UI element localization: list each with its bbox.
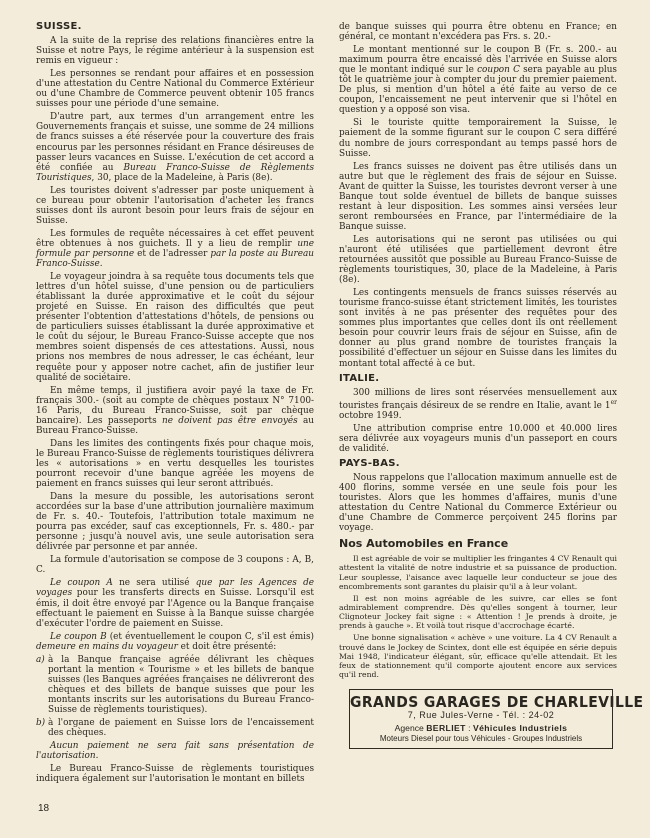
section-heading-pays-bas: PAYS-BAS. xyxy=(339,457,400,469)
section-heading-automobiles: Nos Automobiles en France xyxy=(339,537,509,551)
ad-title: GRANDS GARAGES DE CHARLEVILLE xyxy=(350,693,644,712)
paragraph: Les francs suisses ne doivent pas être utilisés dans un autre but que le règlement des frais de séjour en Suisse. Avant de quitter la Suisse, les touristes devront verser à une Banque tout solde éventuel de billets de banque suisses restant à leur disposition. Les sommes ainsi versées leur seront remboursées en France, par l'intermédiaire de la Banque suisse. xyxy=(339,161,617,232)
paragraph: Dans les limites des contingents fixés pour chaque mois, le Bureau Franco-Suisse de règlements touristiques délivrera les « autorisations » en vertu desquelles les touristes pourront recevoir d'une banque agréée les moyens de paiement en francs suisses qui leur seront attribués. xyxy=(36,438,314,490)
paragraph: Les autorisations qui ne seront pas utilisées ou qui n'auront été utilisées que partiellement devront être retournées aussitôt que possible au Bureau Franco-Suisse de règlements touristiques, 30, place de la Madeleine, à Paris (8e). xyxy=(339,234,617,286)
paragraph: Il est agréable de voir se multiplier les fringantes 4 CV Renault qui attestent la vitalité de notre industrie et sa puissance de production. Leur souplesse, l'aisance avec laquelle leur conducteur se joue des encombrements sont garantes du plaisir qu'il a à leur volant. xyxy=(339,554,617,591)
paragraph: En même temps, il justifiera avoir payé la taxe de Fr. français 300.- (soit au compte de chèques postaux N° 7100-16 Paris, du Bureau Franco-Suisse, soit par chèque bancaire). Les passeports ne doivent pas être envoyés au Bureau Franco-Suisse. xyxy=(36,385,315,436)
ad-address: 7, Rue Jules-Verne - Tél. : 24-02 xyxy=(407,710,555,721)
list-item: a) à la Banque française agréée délivrant les chèques portant la mention « Tourisme » et les billets de banque suisses (les Banques agréées françaises ne délivreront des chèques et des billets de banque suisses que pour les montants inscrits sur les autorisations du Bureau Franco-Suisse de règlements touristiques). xyxy=(36,654,314,715)
paragraph: D'autre part, aux termes d'un arrangement entre les Gouvernements français et suisse, une somme de 24 millions de francs suisses a été réservée pour la couverture des frais encourus par les personnes résidant en France désireuses de passer leurs vacances en Suisse. L'exécution de cet accord a été confiée au Bureau Franco-Suisse de Règlements Touristiques, 30, place de la Madeleine, à Paris (8e). xyxy=(36,112,314,183)
left-column xyxy=(36,22,314,787)
paragraph: Les personnes se rendant pour affaires et en possession d'une attestation du Centre National du Commerce Extérieur ou d'une Chambre de Commerce peuvent obtenir 105 francs suisses pour une période d'une semaine. xyxy=(36,69,314,110)
page-number: 18 xyxy=(38,803,50,814)
paragraph: Le Bureau Franco-Suisse de règlements touristiques indiquera également sur l'autorisation le montant en billets xyxy=(36,764,314,785)
paragraph: Le coupon B (et éventuellement le coupon C, s'il est émis) demeure en mains du voyageur et doit être présenté: xyxy=(36,631,314,652)
automobiles-article xyxy=(339,554,617,679)
advertisement-box xyxy=(349,689,644,749)
section-heading-suisse: SUISSE. xyxy=(36,21,82,32)
section-heading-italie: ITALIE. xyxy=(339,372,380,384)
paragraph: Les contingents mensuels de francs suisses réservés au tourisme franco-suisse étant strictement limités, les touristes sont invités à ne pas présenter des requêtes pour des sommes plus importantes que celles dont ils ont réellement besoin pour couvrir leurs frais de séjour en Suisse, afin de donner au plus grand nombre de touristes français la possibilité d'effectuer un séjour en Suisse dans les limites du montant total affecté à ce but. xyxy=(339,288,617,369)
paragraph: Le montant mentionné sur le coupon B (Fr. s. 200.- au maximum pourra être encaissé dès l'arrivée en Suisse alors que le montant indiqué sur le coupon C sera payable au plus tôt le quatrième jour à compter du jour du premier paiement. De plus, si mention d'un hôtel a été faite au verso de ce coupon, l'encaissement ne peut intervenir que si l'hôtel en question y a opposé son visa. xyxy=(339,45,617,116)
ad-tagline: Moteurs Diesel pour tous Véhicules - Groupes Industriels xyxy=(379,734,583,744)
paragraph: Les touristes doivent s'adresser par poste uniquement à ce bureau pour obtenir l'autorisation d'acheter les francs suisses dont ils auront besoin pour leurs frais de séjour en Suisse. xyxy=(36,185,314,226)
right-column xyxy=(339,22,644,749)
paragraph: Le coupon A ne sera utilisé que par les Agences de voyages pour les transferts directs en Suisse. Lorsqu'il est émis, il doit être envoyé par l'Agence ou la Banque française effectuant le paiement en Suisse à la Banque suisse chargée d'exécuter l'ordre de paiement en Suisse. xyxy=(36,578,314,629)
paragraph: Les formules de requête nécessaires à cet effet peuvent être obtenues à nos guichets. Il y a lieu de remplir une formule par personne et de l'adresser par la poste au Bureau Franco-Suisse. xyxy=(36,228,314,270)
paragraph: Il est non moins agréable de les suivre, car elles se font admirablement comprendre. Dès qu'elles songent à tourner, leur Clignoteur Jockey fait signe : « Attention ! Je prends à droite, je prends à gauche ». Et voilà tout risque d'accrochage écarté. xyxy=(339,593,617,631)
paragraph: Une attribution comprise entre 10.000 et 40.000 lires sera délivrée aux voyageurs munis d'un passeport en cours de validité. xyxy=(339,423,617,454)
paragraph: de banque suisses qui pourra être obtenu en France; en général, ce montant n'excédera pas Frs. s. 20.- xyxy=(339,22,617,43)
paragraph: Une bonne signalisation « achève » une voiture. La 4 CV Renault a trouvé dans le Jockey de Scintex, dont elle est équipée en série depuis Mai 1948, l'indicateur élégant, sûr, efficace qu'elle attendait. Et les feux de stationnement qu'il comporte ajoutent encore aux services qu'il rend. xyxy=(339,633,617,680)
paragraph: 300 millions de lires sont réservées mensuellement aux touristes français désireux de se rendre en Italie, avant le 1er octobre 1949. xyxy=(339,387,617,421)
paragraph: Aucun paiement ne sera fait sans présentation de l'autorisation. xyxy=(36,741,314,762)
paragraph: Dans la mesure du possible, les autorisations seront accordées sur la base d'une attribution journalière maximum de Fr. s. 40.- Toutefois, l'attribution totale maximum ne pourra pas excéder, sauf cas exceptionnels, Fr. s. 480.- par personne ; jusqu'à nouvel avis, une seule autorisation sera délivrée par personne et par année. xyxy=(36,492,314,553)
ad-agency: Agence BERLIET : Véhicules Industriels xyxy=(394,723,568,734)
paragraph: A la suite de la reprise des relations financières entre la Suisse et notre Pays, le régime antérieur à la suspension est remis en vigueur : xyxy=(36,36,314,67)
paragraph: La formule d'autorisation se compose de 3 coupons : A, B, C. xyxy=(36,555,314,576)
list-item: b) à l'organe de paiement en Suisse lors de l'encaissement des chèques. xyxy=(36,718,314,739)
paragraph: Si le touriste quitte temporairement la Suisse, le paiement de la somme figurant sur le coupon C sera différé du nombre de jours correspondant au temps passé hors de Suisse. xyxy=(339,118,617,159)
paragraph: Nous rappelons que l'allocation maximum annuelle est de 400 florins, somme versée en une seule fois pour les touristes. Alors que les hommes d'affaires, munis d'une attestation du Centre National du Commerce Extérieur ou d'une Chambre de Commerce perçoivent 245 florins par voyage. xyxy=(339,472,617,534)
paragraph: Le voyageur joindra à sa requête tous documents tels que lettres d'un hôtel suisse, d'une pension ou de particuliers établissant la durée approximative et le coût du séjour projeté en Suisse. En raison des difficultés que peut présenter l'obtention d'attestations d'hôtels, de pensions ou de particuliers suisses établissant la durée approximative et le coût du séjour, le Bureau Franco-Suisse accepte que nos membres soient dispensés de ces attestations. Aussi, nous prions nos membres de nous adresser, le cas échéant, leur requête pour y apposer notre cachet, afin de justifier leur qualité de sociétaire. xyxy=(36,272,314,383)
